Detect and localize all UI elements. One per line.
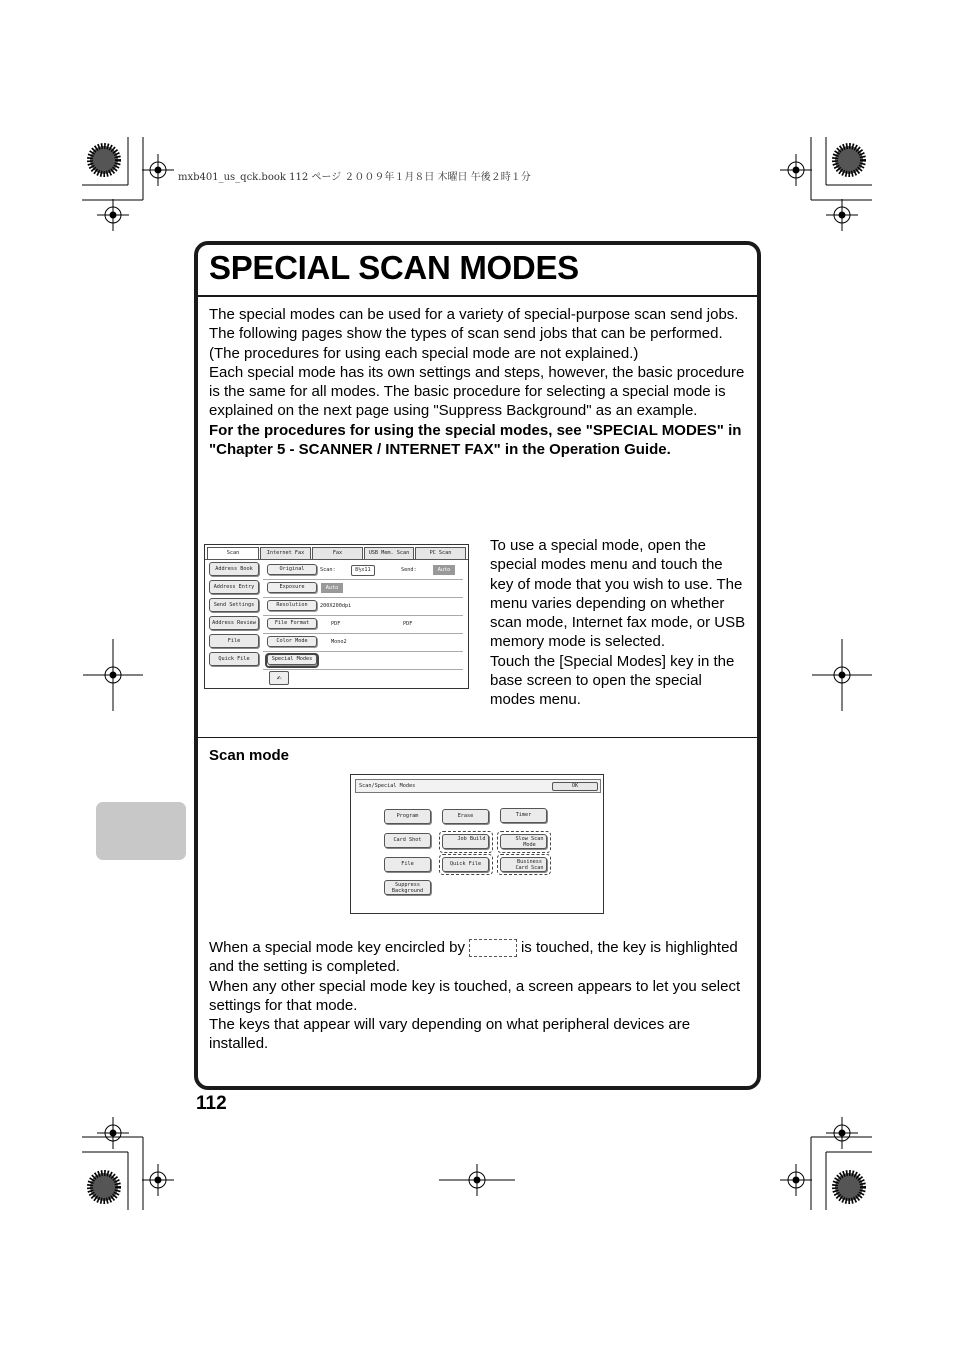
original-send-value: Auto bbox=[433, 565, 455, 575]
side-paragraph-1: To use a special mode, open the special modes menu and touch the key of mode that you wish to use. The menu varies depending on whether scan mode, Internet fax mode, or USB memory mode is selected. bbox=[490, 537, 746, 651]
suppress-background-button: Suppress Background bbox=[384, 880, 431, 895]
special-modes-key: Special Modes bbox=[267, 654, 317, 665]
side-paragraph-2: Touch the [Special Modes] key in the base screen to open the special modes menu. bbox=[490, 652, 735, 709]
intro-paragraph-1: The special modes can be used for a variety of special-purpose scan send jobs. bbox=[209, 306, 739, 323]
tab-internet-fax: Internet Fax bbox=[260, 547, 311, 559]
tab-fax: Fax bbox=[312, 547, 363, 559]
special-modes-highlight bbox=[265, 653, 319, 668]
title-divider bbox=[197, 295, 758, 297]
side-explanation bbox=[490, 536, 748, 710]
dashed-key-indicator bbox=[469, 939, 517, 957]
address-review-button: Address Review bbox=[209, 616, 259, 630]
resolution-value: 200X200dpi bbox=[320, 603, 352, 609]
quick-file-mode-button: Quick File bbox=[442, 857, 489, 872]
job-build-button: Job Build bbox=[442, 834, 489, 849]
color-mode-value: Mono2 bbox=[331, 639, 347, 645]
chapter-side-tab bbox=[96, 802, 186, 860]
tab-scan: Scan bbox=[207, 547, 259, 559]
intro-section bbox=[209, 305, 749, 459]
color-mode-key: Color Mode bbox=[267, 636, 317, 647]
original-send-label: Send: bbox=[401, 567, 417, 573]
exposure-value: Auto bbox=[321, 583, 343, 593]
resolution-key: Resolution bbox=[267, 600, 317, 611]
slow-scan-mode-button: Slow Scan Mode bbox=[500, 834, 547, 849]
menu-title: Scan/Special Modes bbox=[359, 783, 416, 789]
menu-title-bar bbox=[355, 779, 601, 793]
erase-button: Erase bbox=[442, 809, 489, 824]
special-modes-menu-illustration bbox=[350, 774, 604, 914]
tab-pc-scan: PC Scan bbox=[415, 547, 466, 559]
bottom-p1-after: is touched, the key is highlighted and the setting is completed. bbox=[209, 939, 738, 976]
base-screen-illustration bbox=[204, 544, 469, 689]
file-mode-button: File bbox=[384, 857, 431, 872]
bottom-paragraph-2: When any other special mode key is touched, a screen appears to let you select settings for that mode. bbox=[209, 977, 741, 1014]
business-card-scan-button: Business Card Scan bbox=[500, 857, 547, 872]
bottom-p1-before: When a special mode key encircled by bbox=[209, 939, 465, 956]
intro-paragraph-3: Each special mode has its own settings and steps, however, the basic procedure is the same for all modes. The basic procedure for selecting a special mode is explained on the next page using "Suppress Background" as an example. bbox=[209, 363, 745, 420]
timer-button: Timer bbox=[500, 808, 547, 823]
page-title: SPECIAL SCAN MODES bbox=[209, 249, 579, 286]
address-book-button: Address Book bbox=[209, 562, 259, 576]
page-number: 112 bbox=[196, 1093, 227, 1114]
tab-usb-mem-scan: USB Mem. Scan bbox=[364, 547, 414, 559]
bottom-paragraph-3: The keys that appear will vary depending on what peripheral devices are installed. bbox=[209, 1016, 691, 1053]
intro-bold-note: For the procedures for using the special modes, see "SPECIAL MODES" in "Chapter 5 - SCANNER / INTERNET FAX" in the Operation Guide. bbox=[209, 421, 742, 459]
address-entry-button: Address Entry bbox=[209, 580, 259, 594]
file-format-right-value: PDF bbox=[403, 621, 413, 627]
quick-file-button: Quick File bbox=[209, 652, 259, 666]
file-format-left-value: PDF bbox=[331, 621, 341, 627]
ok-button: OK bbox=[552, 782, 598, 791]
original-key: Original bbox=[267, 564, 317, 575]
send-settings-button: Send Settings bbox=[209, 598, 259, 612]
scan-mode-heading: Scan mode bbox=[209, 747, 290, 764]
section-divider bbox=[197, 737, 758, 738]
bottom-paragraph-1 bbox=[209, 938, 749, 977]
preview-icon: ✍ bbox=[269, 671, 289, 685]
exposure-key: Exposure bbox=[267, 582, 317, 593]
file-button: File bbox=[209, 634, 259, 648]
program-button: Program bbox=[384, 809, 431, 824]
original-size-value: 8½x11 bbox=[351, 565, 375, 576]
file-format-key: File Format bbox=[267, 618, 317, 629]
bottom-explanation bbox=[209, 938, 749, 1054]
card-shot-button: Card Shot bbox=[384, 833, 431, 848]
print-header-line: mxb401_us_qck.book 112 ページ ２００９年１月８日 木曜日 午後２時１分 bbox=[178, 172, 531, 183]
original-scan-label: Scan: bbox=[320, 567, 336, 573]
intro-paragraph-2: The following pages show the types of scan send jobs that can be performed. (The procedures for using each special mode are not explained.) bbox=[209, 325, 723, 362]
tab-underline bbox=[205, 559, 468, 560]
